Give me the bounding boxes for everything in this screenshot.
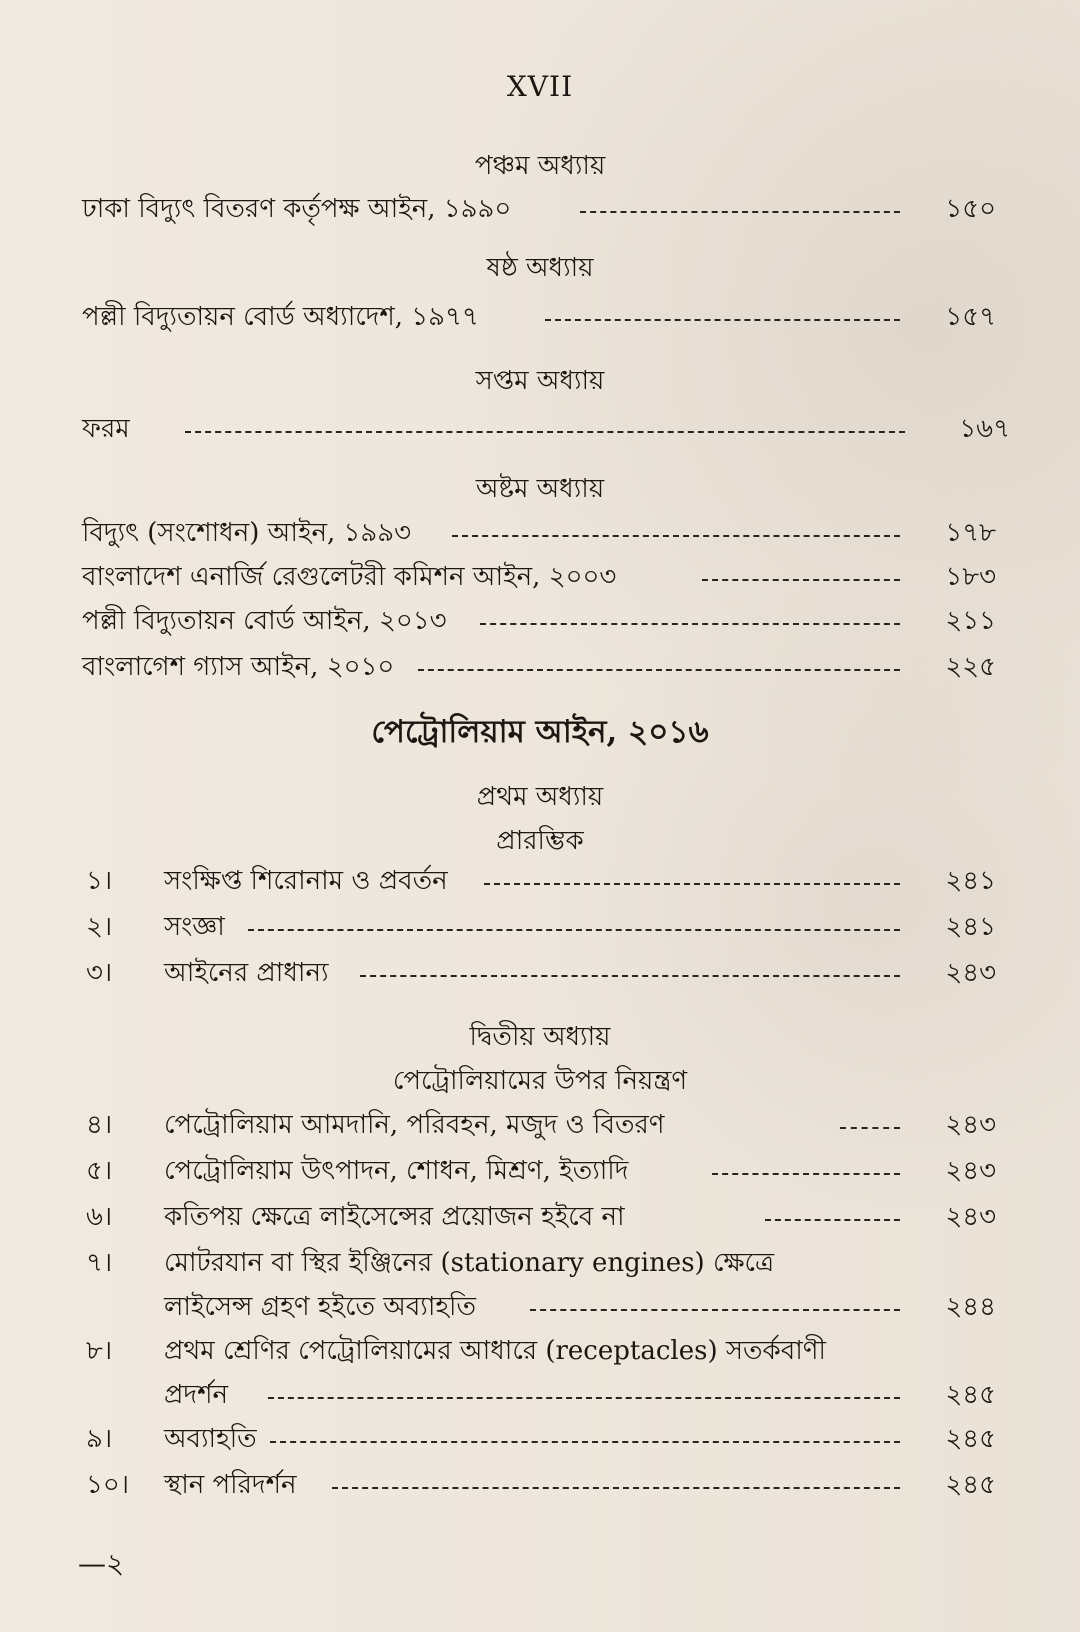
page-header-number: XVII — [506, 70, 574, 103]
entry-page-244: ২৪৪ — [945, 1292, 996, 1322]
dotted-leader — [270, 1441, 900, 1443]
entry-text-supremacy-of-law: আইনের প্রাধান্য — [164, 958, 329, 988]
dotted-leader — [765, 1219, 900, 1221]
footer-signature-mark: —২ — [78, 1547, 125, 1580]
entry-page-150: ১৫০ — [945, 194, 996, 224]
entry-page-241-b: ২৪১ — [945, 912, 996, 942]
dotted-leader — [248, 929, 900, 931]
entry-number-7: ৭। — [86, 1248, 113, 1278]
entry-number-6: ৬। — [86, 1202, 113, 1232]
entry-number-2: ২। — [86, 912, 113, 942]
dotted-leader — [360, 975, 900, 977]
entry-page-243-a: ২৪৩ — [945, 958, 996, 988]
entry-page-241-a: ২৪১ — [945, 866, 996, 896]
chapter-heading-6: ষষ্ঠ অধ্যায় — [486, 253, 594, 283]
entry-page-243-d: ২৪৩ — [945, 1202, 996, 1232]
law-title: পেট্রোলিয়াম আইন, ২০১৬ — [371, 714, 709, 750]
entry-text-rural-electrification-ordinance: পল্লী বিদ্যুতায়ন বোর্ড অধ্যাদেশ, ১৯৭৭ — [82, 302, 479, 332]
entry-text-site-inspection: স্থান পরিদর্শন — [164, 1470, 297, 1500]
dotted-leader — [702, 579, 900, 581]
entry-text-warning-line-2: প্রদর্শন — [164, 1380, 228, 1410]
dotted-leader — [418, 669, 900, 671]
entry-text-definition: সংজ্ঞা — [164, 912, 225, 942]
dotted-leader — [268, 1397, 900, 1399]
entry-text-electricity-amendment: বিদ্যুৎ (সংশোধন) আইন, ১৯৯৩ — [82, 518, 412, 548]
entry-text-exemption: অব্যাহতি — [164, 1424, 257, 1454]
entry-number-5: ৫। — [86, 1156, 113, 1186]
entry-text-dhaka-electricity: ঢাকা বিদ্যুৎ বিতরণ কর্তৃপক্ষ আইন, ১৯৯০ — [82, 194, 512, 224]
chapter-subtitle-2: পেট্রোলিয়ামের উপর নিয়ন্ত্রণ — [392, 1066, 688, 1096]
dotted-leader — [712, 1173, 900, 1175]
dotted-leader — [484, 883, 900, 885]
entry-text-motor-vehicle-line-2: লাইসেন্স গ্রহণ হইতে অব্যাহতি — [164, 1292, 476, 1322]
chapter-heading-7: সপ্তম অধ্যায় — [475, 366, 605, 396]
entry-number-10: ১০। — [86, 1470, 130, 1500]
dotted-leader — [530, 1309, 900, 1311]
dotted-leader — [185, 431, 905, 433]
chapter-heading-5: পঞ্চম অধ্যায় — [474, 151, 606, 181]
entry-text-production-refining: পেট্রোলিয়াম উৎপাদন, শোধন, মিশ্রণ, ইত্যাদি — [164, 1156, 629, 1186]
entry-page-245-b: ২৪৫ — [945, 1424, 996, 1454]
entry-page-167: ১৬৭ — [959, 414, 1010, 444]
chapter-heading-1: প্রথম অধ্যায় — [476, 782, 604, 812]
entry-number-8: ৮। — [86, 1336, 113, 1366]
entry-text-form: ফরম — [82, 414, 130, 444]
entry-number-4: ৪। — [86, 1110, 113, 1140]
entry-text-license-not-required: কতিপয় ক্ষেত্রে লাইসেন্সের প্রয়োজন হইবে না — [164, 1202, 625, 1232]
entry-page-178: ১৭৮ — [945, 518, 996, 548]
dotted-leader — [840, 1127, 900, 1129]
entry-text-rural-electrification-act: পল্লী বিদ্যুতায়ন বোর্ড আইন, ২০১৩ — [82, 606, 447, 636]
dotted-leader — [332, 1487, 900, 1489]
chapter-heading-8: অষ্টম অধ্যায় — [475, 474, 605, 504]
entry-text-energy-regulatory-commission: বাংলাদেশ এনার্জি রেগুলেটরী কমিশন আইন, ২০০৩ — [82, 562, 617, 592]
entry-text-short-title: সংক্ষিপ্ত শিরোনাম ও প্রবর্তন — [164, 866, 448, 896]
entry-page-245-a: ২৪৫ — [945, 1380, 996, 1410]
entry-text-gas-act: বাংলাগেশ গ্যাস আইন, ২০১০ — [82, 652, 395, 682]
entry-text-warning-line-1: প্রথম শ্রেণির পেট্রোলিয়ামের আধারে (receptacles) সতর্কবাণী — [164, 1336, 826, 1366]
entry-page-211: ২১১ — [945, 606, 996, 636]
dotted-leader — [545, 319, 900, 321]
entry-page-243-b: ২৪৩ — [945, 1110, 996, 1140]
dotted-leader — [580, 211, 900, 213]
entry-page-157: ১৫৭ — [945, 302, 996, 332]
entry-number-9: ৯। — [86, 1424, 113, 1454]
entry-page-245-c: ২৪৫ — [945, 1470, 996, 1500]
entry-page-243-c: ২৪৩ — [945, 1156, 996, 1186]
entry-text-motor-vehicle-line-1: মোটরযান বা স্থির ইঞ্জিনের (stationary engines) ক্ষেত্রে — [164, 1248, 775, 1278]
dotted-leader — [480, 623, 900, 625]
entry-number-1: ১। — [86, 866, 113, 896]
entry-page-225: ২২৫ — [945, 652, 996, 682]
entry-number-3: ৩। — [86, 958, 113, 988]
entry-text-import-transport: পেট্রোলিয়াম আমদানি, পরিবহন, মজুদ ও বিতরণ — [164, 1110, 665, 1140]
entry-page-183: ১৮৩ — [945, 562, 996, 592]
chapter-subtitle-1: প্রারম্ভিক — [496, 826, 584, 856]
dotted-leader — [452, 535, 900, 537]
chapter-heading-2: দ্বিতীয় অধ্যায় — [469, 1022, 611, 1052]
